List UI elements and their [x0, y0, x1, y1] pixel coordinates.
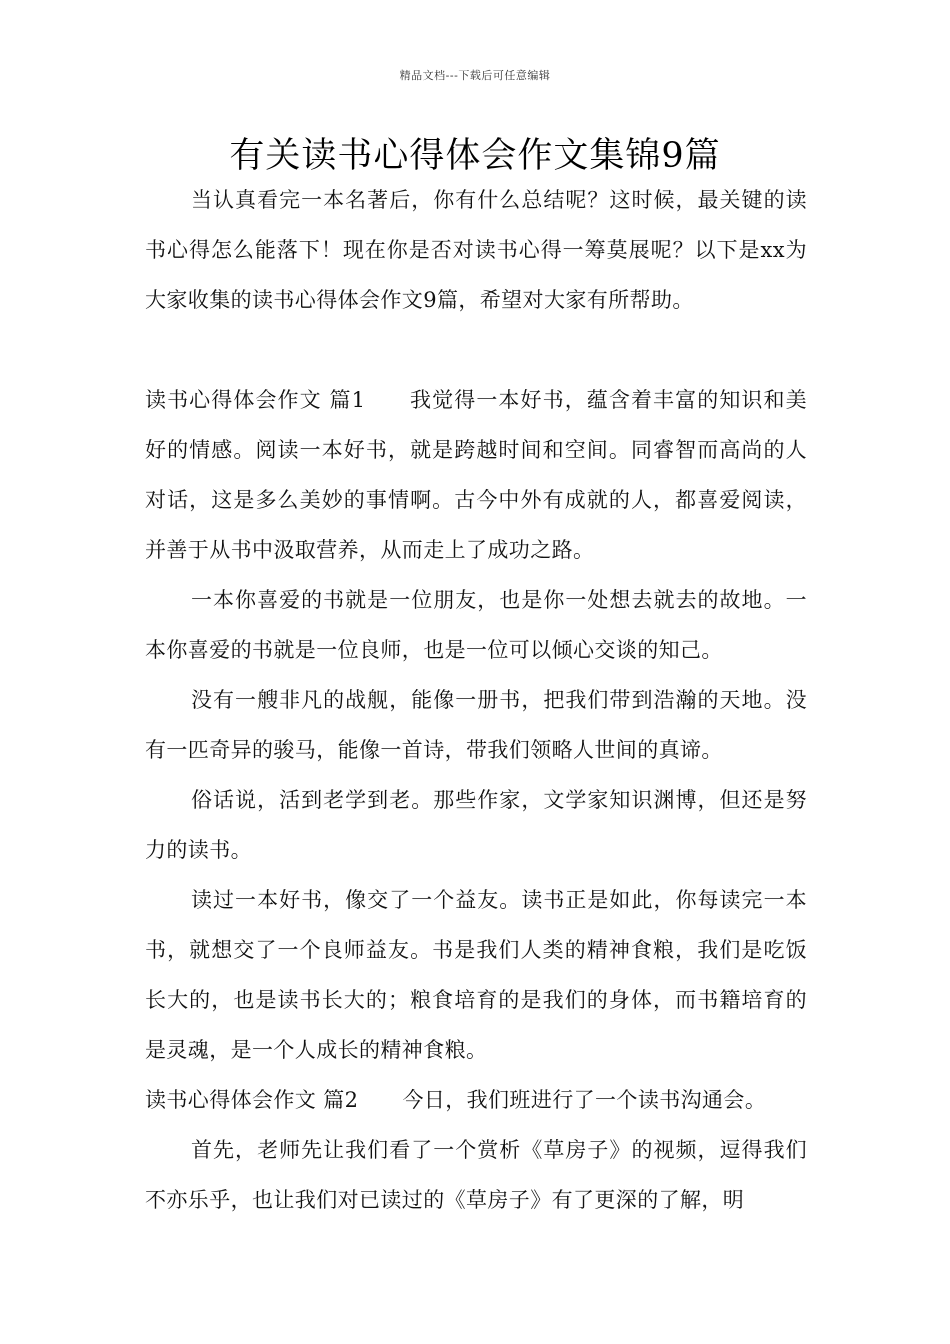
intro-paragraph: 当认真看完一本名著后，你有什么总结呢？这时候，最关键的读书心得怎么能落下！现在你是否对读书心得一筹莫展呢？以下是xx为大家收集的读书心得体会作文9篇，希望对大家有所帮助。 [145, 188, 807, 312]
essay-1-paragraph: 没有一艘非凡的战舰，能像一册书，把我们带到浩瀚的天地。没有一匹奇异的骏马，能像一首诗，带我们领略人世间的真谛。 [145, 688, 807, 762]
essay-1-paragraph: 读过一本好书，像交了一个益友。读书正是如此，你每读完一本书，就想交了一个良师益友。书是我们人类的精神食粮，我们是吃饭长大的，也是读书长大的；粮食培育的是我们的身体，而书籍培育的是灵魂，是一个人成长的精神食粮。 [145, 888, 807, 1062]
essay-2-first-text: 今日，我们班进行了一个读书沟通会。 [402, 1088, 767, 1112]
essay-1-heading: 读书心得体会作文 篇1 [145, 388, 366, 412]
essay-1-first-paragraph [145, 375, 807, 575]
essay-2-paragraph: 首先，老师先让我们看了一个赏析《草房子》的视频，逗得我们不亦乐乎，也让我们对已读过的《草房子》有了更深的了解，明 [145, 1138, 807, 1212]
essay-1-first-text: 我觉得一本好书，蕴含着丰富的知识和美好的情感。阅读一本好书，就是跨越时间和空间。同睿智而高尚的人对话，这是多么美妙的事情啊。古今中外有成就的人，都喜爱阅读，并善于从书中汲取营养，从而走上了成功之路。 [145, 388, 808, 562]
header-note: 精品文档---下载后可任意编辑 [399, 69, 551, 82]
essay-2-first-paragraph [145, 1075, 807, 1125]
essay-2-heading: 读书心得体会作文 篇2 [145, 1088, 359, 1112]
document-title: 有关读书心得体会作文集锦9篇 [229, 136, 721, 176]
essay-1-paragraph: 一本你喜爱的书就是一位朋友，也是你一处想去就去的故地。一本你喜爱的书就是一位良师，也是一位可以倾心交谈的知己。 [145, 588, 807, 662]
essay-1-paragraph: 俗话说，活到老学到老。那些作家，文学家知识渊博，但还是努力的读书。 [145, 788, 807, 862]
